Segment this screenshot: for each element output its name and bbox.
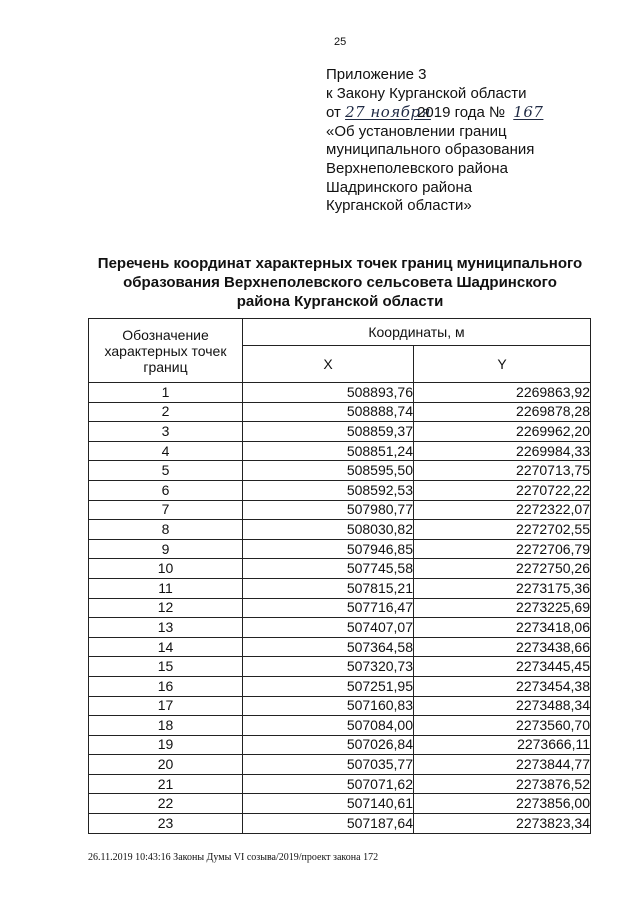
y-coordinate-cell: 2273560,70 <box>414 716 591 736</box>
table-row <box>89 814 591 834</box>
y-coordinate-cell: 2273445,45 <box>414 657 591 677</box>
appendix-block <box>326 66 561 216</box>
x-coordinate-cell: 507407,07 <box>243 618 414 638</box>
point-number-cell: 7 <box>89 500 243 520</box>
point-number-cell: 1 <box>89 383 243 403</box>
point-number-cell: 12 <box>89 598 243 618</box>
y-coordinate-cell: 2269984,33 <box>414 441 591 461</box>
title-line-2: образования Верхнеполевского сельсовета Шадринского <box>123 274 557 291</box>
x-coordinate-cell: 508893,76 <box>243 383 414 403</box>
x-coordinate-cell: 508030,82 <box>243 520 414 540</box>
appendix-title: Приложение 3 <box>326 66 427 83</box>
law-title-line-5: Курганской области» <box>326 197 472 215</box>
header-x: X <box>243 346 414 383</box>
y-coordinate-cell: 2273488,34 <box>414 696 591 716</box>
coordinates-table <box>88 318 591 834</box>
point-number-cell: 6 <box>89 480 243 500</box>
point-number-cell: 19 <box>89 735 243 755</box>
y-coordinate-cell: 2273823,34 <box>414 814 591 834</box>
x-coordinate-cell: 507364,58 <box>243 637 414 657</box>
x-coordinate-cell: 507980,77 <box>243 500 414 520</box>
y-coordinate-cell: 2272702,55 <box>414 520 591 540</box>
x-coordinate-cell: 508888,74 <box>243 402 414 422</box>
law-title-line-1: «Об установлении границ <box>326 122 507 140</box>
point-number-cell: 20 <box>89 755 243 775</box>
y-coordinate-cell: 2273844,77 <box>414 755 591 775</box>
y-coordinate-cell: 2273666,11 <box>414 735 591 755</box>
header-coordinates: Координаты, м <box>243 319 591 346</box>
table-row <box>89 598 591 618</box>
point-number-cell: 21 <box>89 774 243 794</box>
table-row <box>89 461 591 481</box>
table-row <box>89 441 591 461</box>
y-coordinate-cell: 2273175,36 <box>414 578 591 598</box>
table-row <box>89 520 591 540</box>
table-row <box>89 794 591 814</box>
table-row <box>89 559 591 579</box>
table-row <box>89 637 591 657</box>
y-coordinate-cell: 2273438,66 <box>414 637 591 657</box>
table-row <box>89 716 591 736</box>
y-coordinate-cell: 2270722,22 <box>414 480 591 500</box>
point-number-cell: 2 <box>89 402 243 422</box>
x-coordinate-cell: 507084,00 <box>243 716 414 736</box>
y-coordinate-cell: 2269863,92 <box>414 383 591 403</box>
table-row <box>89 735 591 755</box>
y-coordinate-cell: 2272706,79 <box>414 539 591 559</box>
y-coordinate-cell: 2273225,69 <box>414 598 591 618</box>
point-number-cell: 17 <box>89 696 243 716</box>
point-number-cell: 16 <box>89 676 243 696</box>
x-coordinate-cell: 508592,53 <box>243 480 414 500</box>
point-number-cell: 22 <box>89 794 243 814</box>
x-coordinate-cell: 508851,24 <box>243 441 414 461</box>
x-coordinate-cell: 507026,84 <box>243 735 414 755</box>
table-row <box>89 774 591 794</box>
x-coordinate-cell: 507716,47 <box>243 598 414 618</box>
document-title <box>80 254 600 311</box>
x-coordinate-cell: 508859,37 <box>243 422 414 442</box>
x-coordinate-cell: 507187,64 <box>243 814 414 834</box>
point-number-cell: 14 <box>89 637 243 657</box>
x-coordinate-cell: 507815,21 <box>243 578 414 598</box>
table-row <box>89 676 591 696</box>
point-number-cell: 13 <box>89 618 243 638</box>
table-row <box>89 696 591 716</box>
handwritten-law-number: 167 <box>513 103 544 122</box>
x-coordinate-cell: 507745,58 <box>243 559 414 579</box>
y-coordinate-cell: 2273454,38 <box>414 676 591 696</box>
point-number-cell: 8 <box>89 520 243 540</box>
table-row <box>89 383 591 403</box>
footer-stamp: 26.11.2019 10:43:16 Законы Думы VI созыва/2019/проект закона 172 <box>88 852 379 863</box>
y-coordinate-cell: 2273876,52 <box>414 774 591 794</box>
y-coordinate-cell: 2273418,06 <box>414 618 591 638</box>
appendix-law-reference: к Закону Курганской области <box>326 84 527 102</box>
handwritten-date: 27 ноября <box>345 103 431 122</box>
point-number-cell: 3 <box>89 422 243 442</box>
point-number-cell: 9 <box>89 539 243 559</box>
date-prefix: от <box>326 104 341 122</box>
title-line-1: Перечень координат характерных точек границ муниципального <box>97 255 583 272</box>
y-coordinate-cell: 2272322,07 <box>414 500 591 520</box>
point-number-cell: 10 <box>89 559 243 579</box>
year-text: 2019 года № <box>417 104 506 122</box>
table-row <box>89 578 591 598</box>
x-coordinate-cell: 507251,95 <box>243 676 414 696</box>
point-number-cell: 4 <box>89 441 243 461</box>
table-row <box>89 500 591 520</box>
y-coordinate-cell: 2269962,20 <box>414 422 591 442</box>
y-coordinate-cell: 2270713,75 <box>414 461 591 481</box>
table-row <box>89 539 591 559</box>
table-row <box>89 755 591 775</box>
table-row <box>89 618 591 638</box>
point-number-cell: 5 <box>89 461 243 481</box>
page-number: 25 <box>334 36 347 48</box>
x-coordinate-cell: 507320,73 <box>243 657 414 677</box>
x-coordinate-cell: 507071,62 <box>243 774 414 794</box>
x-coordinate-cell: 507160,83 <box>243 696 414 716</box>
point-number-cell: 11 <box>89 578 243 598</box>
y-coordinate-cell: 2273856,00 <box>414 794 591 814</box>
point-number-cell: 18 <box>89 716 243 736</box>
y-coordinate-cell: 2272750,26 <box>414 559 591 579</box>
law-title-line-2: муниципального образования <box>326 141 535 159</box>
table-body <box>89 383 591 834</box>
law-title-line-3: Верхнеполевского района <box>326 159 508 177</box>
x-coordinate-cell: 507946,85 <box>243 539 414 559</box>
point-number-cell: 23 <box>89 814 243 834</box>
x-coordinate-cell: 508595,50 <box>243 461 414 481</box>
x-coordinate-cell: 507035,77 <box>243 755 414 775</box>
table-row <box>89 422 591 442</box>
header-y: Y <box>414 346 591 383</box>
y-coordinate-cell: 2269878,28 <box>414 402 591 422</box>
table-row <box>89 402 591 422</box>
appendix-date-line <box>326 103 561 123</box>
point-number-cell: 15 <box>89 657 243 677</box>
table-row <box>89 657 591 677</box>
law-title-line-4: Шадринского района <box>326 178 473 196</box>
table-row <box>89 480 591 500</box>
x-coordinate-cell: 507140,61 <box>243 794 414 814</box>
header-point-designation: Обозначение характерных точек границ <box>89 319 243 383</box>
title-line-3: района Курганской области <box>236 293 444 310</box>
